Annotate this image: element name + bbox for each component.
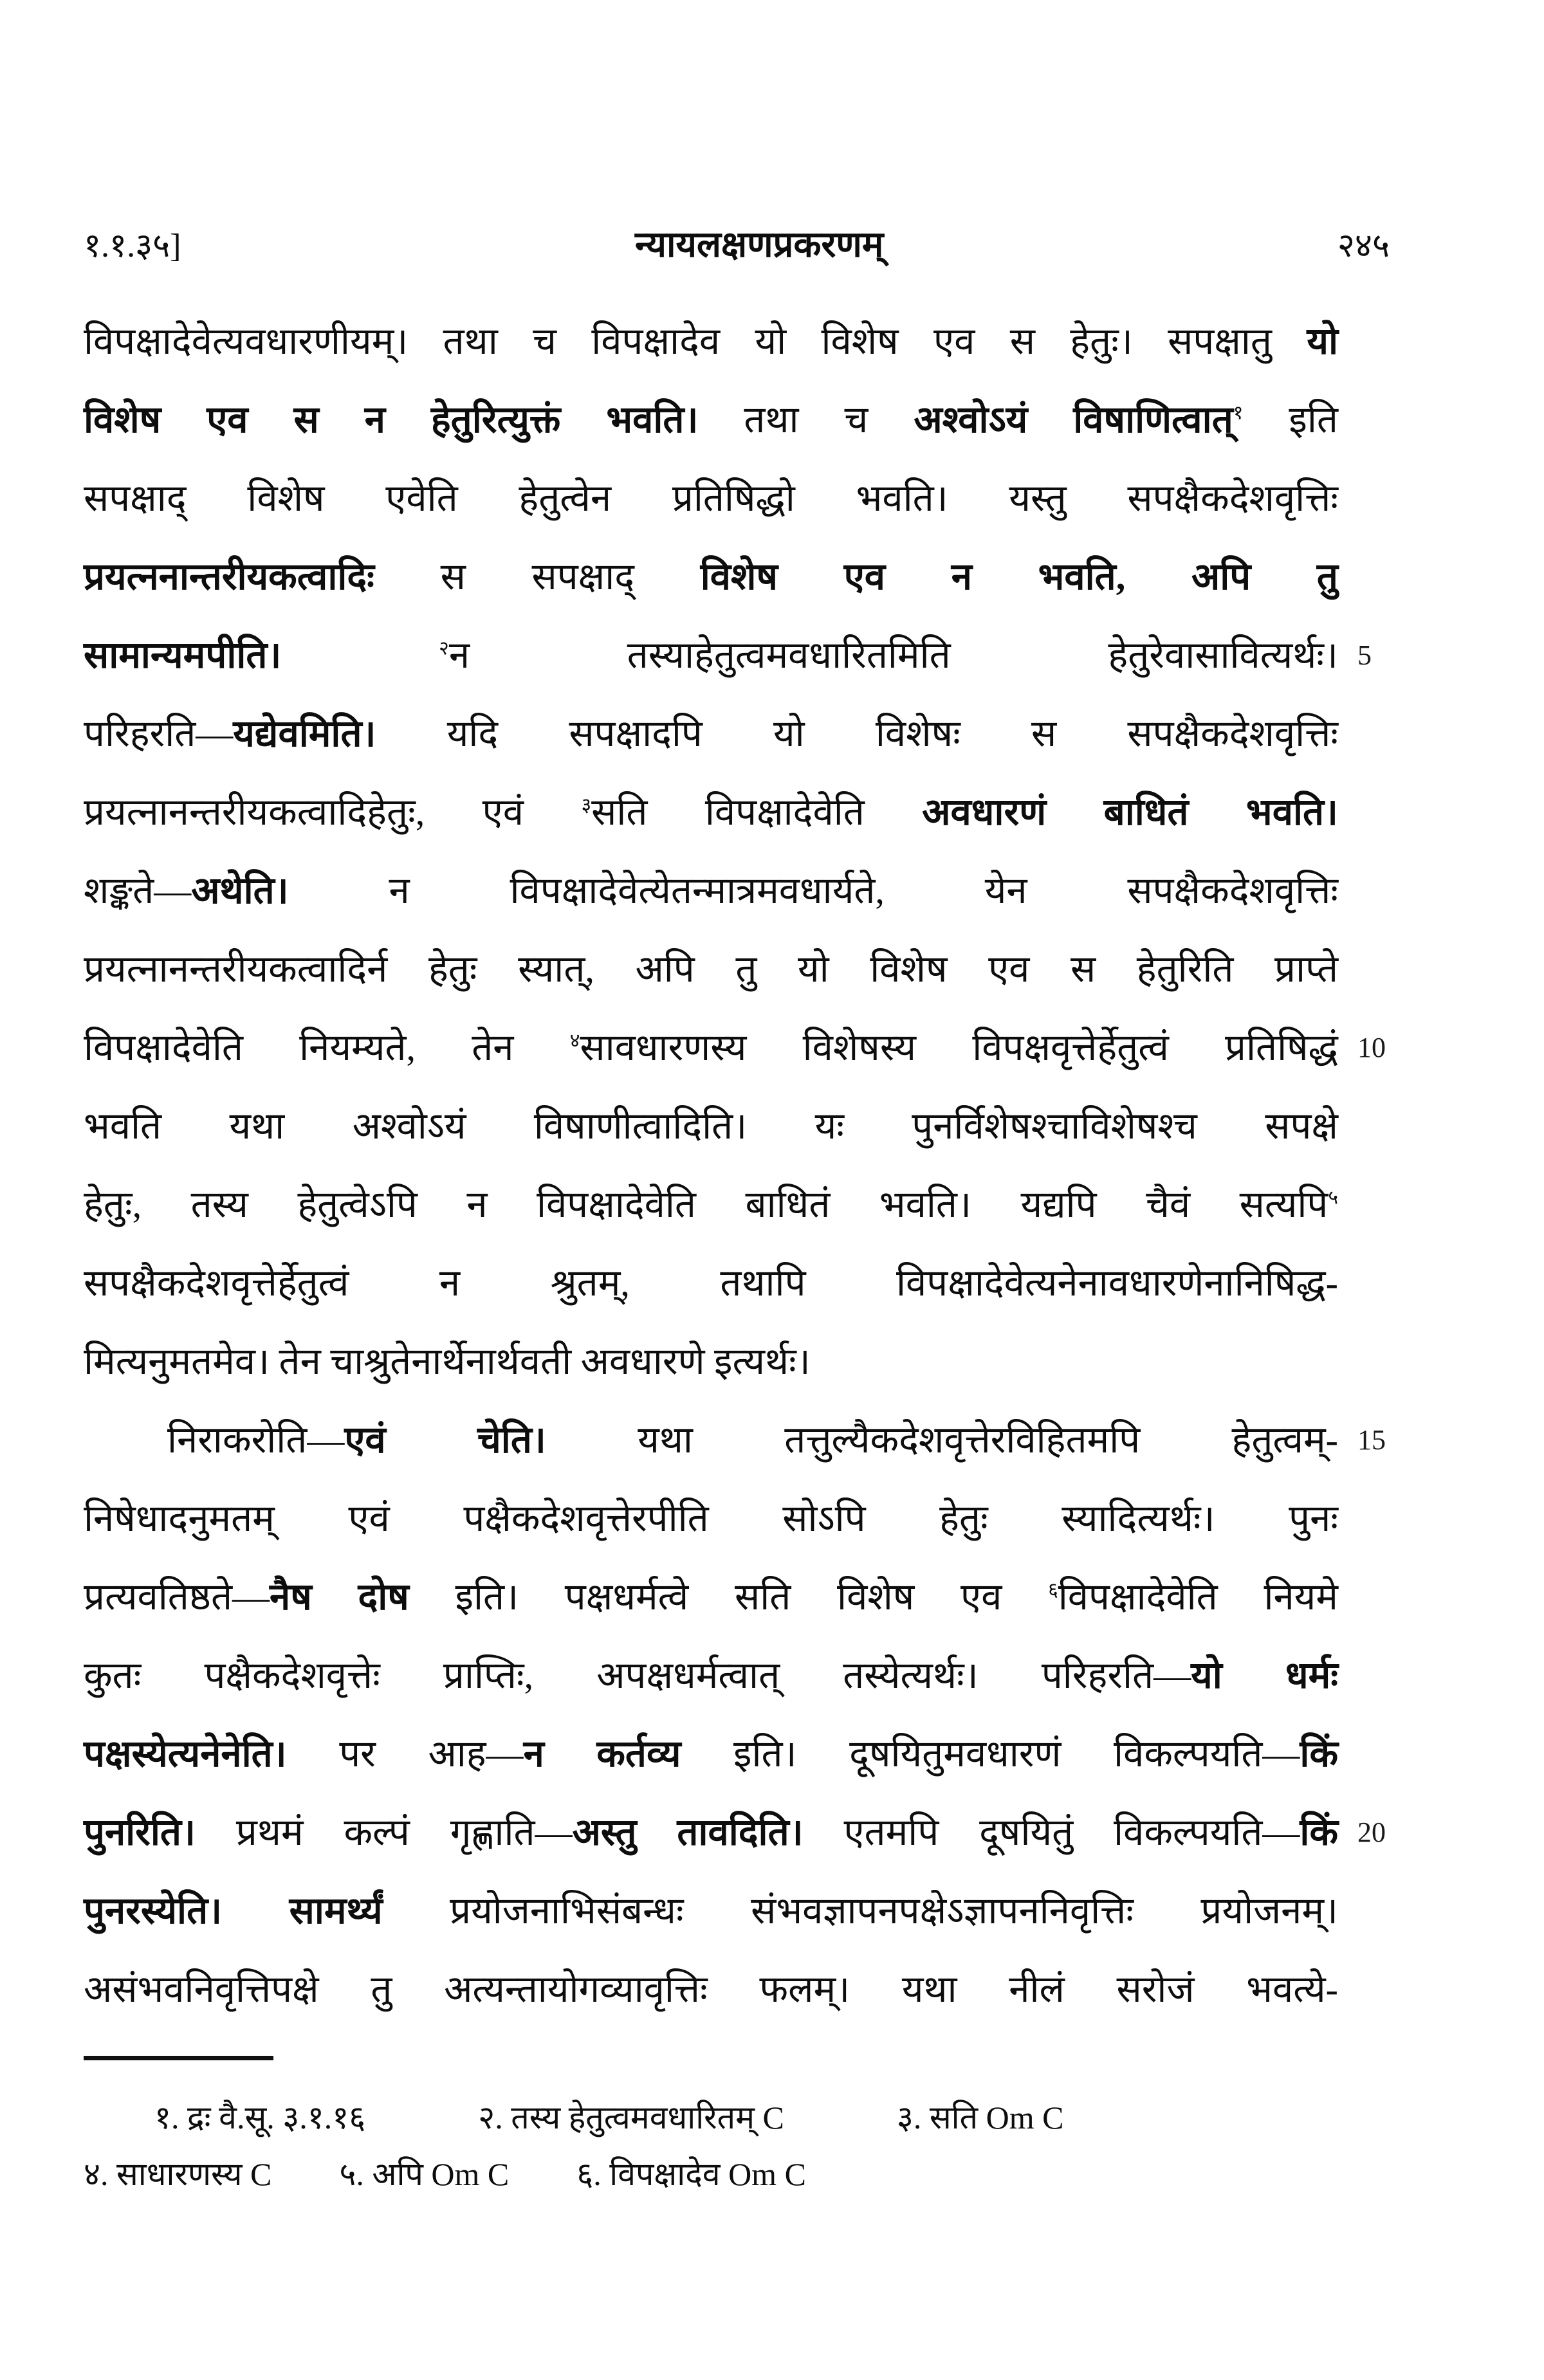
text-segment: अवधारणं बाधितं भवति। [922, 791, 1339, 833]
text-segment: पक्षस्येत्यनेनेति। [84, 1733, 340, 1775]
text-segment: विपक्षादेवेति नियम्यते, तेन [84, 1027, 570, 1068]
footnote-row-2 [84, 2146, 1402, 2202]
text-line [84, 1872, 1338, 1950]
text-line [84, 1087, 1338, 1166]
footnote-ref-mark: २ [439, 637, 449, 659]
text-segment: न विपक्षादेवेत्येतन्मात्रमवधार्यते, येन सपक्षैकदेशवृत्तिः [389, 870, 1338, 911]
footnote-ref-mark: १ [1233, 401, 1244, 424]
text-segment: भवति यथा अश्वोऽयं विषाणीत्वादिति। यः पुनर्विशेषश्चाविशेषश्च सपक्षे [84, 1105, 1338, 1147]
text-segment: इति। पक्षधर्मत्वे सति विशेष एव [455, 1576, 1049, 1618]
text-line [84, 1244, 1338, 1323]
footnote-item: ५. अपि Om C [339, 2156, 510, 2192]
text-line [84, 302, 1338, 381]
text-segment: इति [1243, 399, 1338, 441]
text-segment: किं [1300, 1811, 1338, 1853]
text-line [84, 538, 1338, 616]
text-segment: विशेष एव न भवति, अपि तु [700, 556, 1338, 598]
text-segment: सावधारणस्य विशेषस्य विपक्षवृत्तेर्हेतुत्वं प्रतिषिद्धं [580, 1027, 1338, 1068]
text-line [84, 1323, 1338, 1401]
margin-line-number: 10 [1357, 1032, 1386, 1063]
text-segment: यथा तत्तुल्यैकदेशवृत्तेरविहितमपि हेतुत्वम्- [638, 1419, 1338, 1461]
text-segment: निषेधादनुमतम् एवं पक्षैकदेशवृत्तेरपीति सोऽपि हेतुः स्यादित्यर्थः। पुनः [84, 1497, 1338, 1539]
text-segment: प्रयोजनाभिसंबन्धः संभवज्ञापनपक्षेऽज्ञापननिवृत्तिः प्रयोजनम्। [450, 1890, 1338, 1932]
text-segment: स सपक्षाद् [440, 556, 701, 598]
text-segment: प्रयत्नानन्तरीयकत्वादिर्न हेतुः स्यात्, अपि तु यो विशेष एव स हेतुरिति प्राप्ते [84, 948, 1338, 990]
text-line [84, 930, 1338, 1009]
footnote-ref-mark: ६ [1048, 1579, 1058, 1601]
footnote-item: २. तस्य हेतुत्वमवधारितम् C [478, 2100, 784, 2136]
text-segment: पुनरिति। [84, 1811, 236, 1853]
text-line [84, 1401, 1386, 1479]
text-line [84, 1950, 1338, 2029]
text-line [84, 1558, 1338, 1636]
text-segment: एतमपि दूषयितुं विकल्पयति— [843, 1811, 1300, 1853]
footnote-item: ६. विपक्षादेव Om C [576, 2156, 806, 2192]
text-segment: न तस्याहेतुत्वमवधारितमिति हेतुरेवासावित्यर्थः। [448, 634, 1338, 676]
text-segment: अश्वोऽयं विषाणित्वात् [914, 399, 1233, 441]
text-segment: पुनरस्येति। सामर्थ्यं [84, 1890, 450, 1932]
footnote-ref-mark: ३ [581, 794, 592, 816]
text-segment: मित्यनुमतमेव। तेन चाश्रुतेनार्थेनार्थवती अवधारणे इत्यर्थः। [84, 1341, 811, 1382]
text-line [84, 1793, 1386, 1872]
text-line [84, 1636, 1338, 1715]
page-number: २४५ [1337, 228, 1390, 264]
text-segment: एवं चेति। [344, 1419, 638, 1461]
text-segment: किं [1300, 1733, 1338, 1775]
text-segment: विपक्षादेवेत्यवधारणीयम्। तथा च विपक्षादेव यो विशेष एव स हेतुः। सपक्षातु [84, 320, 1307, 362]
text-segment: असंभवनिवृत्तिपक्षे तु अत्यन्तायोगव्यावृत्तिः फलम्। यथा नीलं सरोजं भवत्ये- [84, 1968, 1338, 2010]
section-ref: १.१.३५] [84, 228, 181, 264]
text-segment: सपक्षाद् विशेष एवेति हेतुत्वेन प्रतिषिद्धो भवति। यस्तु सपक्षैकदेशवृत्तिः [84, 477, 1338, 519]
text-segment: अस्तु तावदिति। [572, 1811, 844, 1853]
text-segment: हेतुः, तस्य हेतुत्वेऽपि न विपक्षादेवेति बाधितं भवति। यद्यपि चैवं सत्यपि [84, 1184, 1328, 1225]
text-line [84, 1715, 1338, 1793]
footnote-divider [84, 2056, 273, 2060]
text-segment: विशेष एव स न हेतुरित्युक्तं भवति। [84, 399, 744, 441]
text-segment: पर आह— [339, 1733, 524, 1775]
margin-line-number: 20 [1357, 1817, 1386, 1848]
text-line [84, 1009, 1386, 1087]
footnote-item: १. द्रः वै.सू. ३.१.१६ [154, 2100, 366, 2136]
text-line [84, 852, 1338, 930]
text-line [84, 1166, 1338, 1244]
text-segment: तथा च [744, 399, 914, 441]
footnote-ref-mark: ४ [569, 1029, 580, 1052]
text-segment: नैष दोष [270, 1576, 455, 1618]
text-segment: निराकरोति— [167, 1419, 345, 1461]
margin-line-number: 15 [1357, 1424, 1386, 1456]
text-segment: विपक्षादेवेति नियमे [1058, 1576, 1338, 1618]
page-header [84, 224, 1390, 267]
text-segment: प्रथमं कल्पं गृह्णाति— [235, 1811, 573, 1853]
footnote-item: ३. सति Om C [896, 2100, 1064, 2136]
text-body [84, 302, 1386, 2029]
text-line [84, 616, 1372, 695]
paragraph-2 [84, 1401, 1386, 2029]
text-segment: प्रयत्ननान्तरीयकत्वादिः [84, 556, 441, 598]
text-segment: सपक्षैकदेशवृत्तेर्हेतुत्वं न श्रुतम्, तथापि विपक्षादेवेत्यनेनावधारणेनानिषिद्ध- [84, 1262, 1338, 1304]
running-title: न्यायलक्षणप्रकरणम् [635, 225, 884, 265]
text-line [84, 459, 1338, 538]
text-line [84, 1479, 1338, 1558]
text-segment: यद्येवमिति। [233, 713, 447, 755]
footnotes-block [84, 2089, 1402, 2202]
text-segment: यो धर्मः [1191, 1654, 1339, 1696]
text-segment: सामान्यमपीति। [84, 634, 439, 676]
paragraph-1 [84, 302, 1386, 1401]
text-segment: कुतः पक्षैकदेशवृत्तेः प्राप्तिः, अपक्षधर्मत्वात् तस्येत्यर्थः। परिहरति— [84, 1654, 1191, 1696]
footnote-item: ४. साधारणस्य C [84, 2156, 272, 2192]
margin-line-number: 5 [1357, 639, 1372, 671]
footnote-ref-mark: ५ [1328, 1186, 1338, 1209]
text-segment: सति विपक्षादेवेति [591, 791, 923, 833]
text-line [84, 381, 1338, 459]
text-segment: यदि सपक्षादपि यो विशेषः स सपक्षैकदेशवृत्तिः [446, 713, 1339, 755]
text-segment: प्रयत्नानन्तरीयकत्वादिहेतुः, एवं [84, 791, 582, 833]
text-segment: प्रत्यवतिष्ठते— [84, 1576, 270, 1618]
text-segment: यो [1307, 320, 1338, 362]
text-segment: शङ्कते— [84, 870, 192, 911]
footnote-row-1 [84, 2089, 1402, 2146]
text-segment: अथेति। [191, 870, 389, 911]
text-line [84, 695, 1338, 773]
text-line [84, 773, 1338, 852]
text-segment: इति। दूषयितुमवधारणं विकल्पयति— [733, 1733, 1300, 1775]
text-segment: परिहरति— [84, 713, 234, 755]
text-segment: न कर्तव्य [523, 1733, 734, 1775]
